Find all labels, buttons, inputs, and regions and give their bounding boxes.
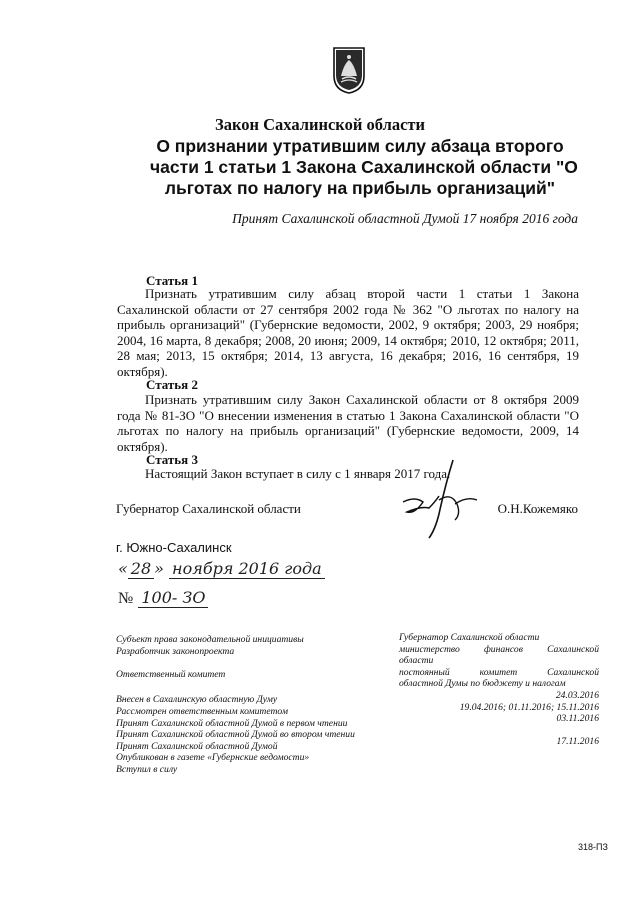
info-row <box>116 680 388 694</box>
info-value: областной Думы по бюджету и налогам <box>399 678 566 690</box>
number-value: 100- ЗО <box>138 588 208 608</box>
info-row: Опубликован в газете «Губернские ведомости» <box>116 752 310 764</box>
signer-name: О.Н.Кожемяко <box>497 501 578 516</box>
info-date: 24.03.2016 <box>555 689 599 701</box>
law-title: Закон Сахалинской области <box>214 115 426 134</box>
info-table-right <box>399 632 599 748</box>
info-value: области <box>399 655 434 667</box>
article-1-title: Статья 1 <box>146 273 198 288</box>
info-row: Разработчик законопроекта <box>116 645 235 657</box>
date-day: 28 <box>128 559 154 579</box>
handwritten-signature <box>395 456 485 541</box>
info-date <box>399 725 599 737</box>
info-row: Принят Сахалинской областной Думой в первом чтении <box>116 717 348 729</box>
law-number <box>118 588 208 608</box>
heading-line: части 1 статьи 1 Закона Сахалинской области "О <box>150 157 578 177</box>
info-row: Субъект права законодательной инициативы <box>116 634 304 645</box>
signer-title: Губернатор Сахалинской области <box>116 501 301 516</box>
adoption-note: Принят Сахалинской областной Думой 17 ноября 2016 года <box>232 211 578 226</box>
date-month-year: ноября 2016 года <box>169 559 325 579</box>
signing-date <box>118 559 325 579</box>
info-date: 03.11.2016 <box>556 713 599 725</box>
info-date: 17.11.2016 <box>556 736 599 748</box>
number-prefix: № <box>118 590 134 607</box>
article-1-text <box>117 286 579 380</box>
city: г. Южно-Сахалинск <box>116 540 232 555</box>
info-value: министерство финансов Сахалинской <box>399 643 599 655</box>
info-value: Губернатор Сахалинской области <box>399 632 540 643</box>
info-row: Принят Сахалинской областной Думой <box>116 740 278 752</box>
document-code: 318-ПЗ <box>578 842 608 852</box>
info-value: постоянный комитет Сахалинской <box>399 666 599 678</box>
info-row: Вступил в силу <box>116 763 178 775</box>
info-table-left <box>116 634 388 776</box>
info-row: Рассмотрен ответственным комитетом <box>116 705 288 717</box>
info-row: Принят Сахалинской областной Думой во втором чтении <box>116 729 355 741</box>
article-paragraph: Признать утратившим силу Закон Сахалинской области от 8 октября 2009 года № 81-ЗО "О внесении изменения в статью 1 Закона Сахалинской области "О льготах по налогу на прибыль организаций" (Губернские ведомости, 2009, 14 октября). <box>117 392 579 454</box>
article-paragraph: Настоящий Закон вступает в силу с 1 января 2017 года. <box>145 466 451 481</box>
info-date: 19.04.2016; 01.11.2016; 15.11.2016 <box>459 701 599 713</box>
article-3-text <box>117 466 579 482</box>
article-3-title: Статья 3 <box>146 452 198 467</box>
info-row <box>116 657 388 669</box>
article-2-text <box>117 392 579 454</box>
article-2-title: Статья 2 <box>146 377 198 392</box>
date-close-quote: » <box>154 559 164 578</box>
date-open-quote: « <box>118 559 128 578</box>
law-heading <box>150 136 578 199</box>
article-paragraph: Признать утратившим силу абзац второй части 1 статьи 1 Закона Сахалинской области от 27 сентября 2002 года № 362 "О льготах по налогу на прибыль организаций" (Губернские ведомости, 2002, 9 октября; 2003, 29 ноября; 2004, 16 марта, 8 декабря; 2008, 20 июня; 2009, 14 октября; 2010, 12 октября; 2011, 28 мая; 2013, 15 октября; 2014, 13 августа, 16 декабря; 2016, 16 сентября, 19 октября). <box>117 286 579 379</box>
info-row: Ответственный комитет <box>116 668 226 680</box>
heading-line: льготах по налогу на прибыль организаций" <box>164 178 556 198</box>
heading-line: О признании утратившим силу абзаца второго <box>156 136 564 156</box>
info-row: Внесен в Сахалинскую областную Думу <box>116 694 278 706</box>
coat-of-arms-icon <box>332 46 366 94</box>
